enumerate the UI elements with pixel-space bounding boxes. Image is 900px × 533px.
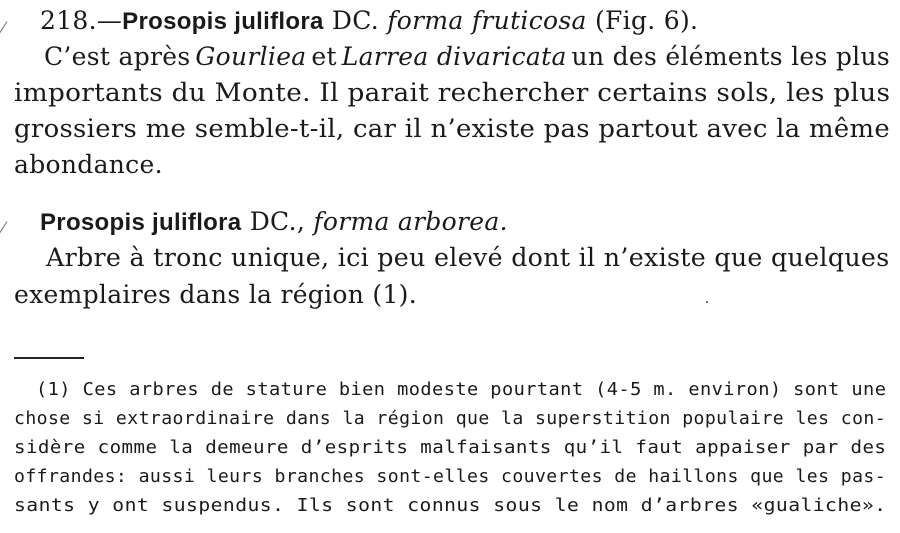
footnote-line: chose si extraordinaire dans la région que la superstition populaire les con- <box>14 409 887 429</box>
paragraph-line: exemplaires dans la région (1). <box>14 280 417 309</box>
footnote-line: offrandes: aussi leurs branches sont-elles couvertes de haillons que les pas- <box>14 467 887 487</box>
paragraph-line: abondance. <box>14 150 163 179</box>
footnote-line: sidère comme la demeure d’esprits malfaisants qu’il faut appaiser par des <box>14 438 887 458</box>
footnote-line: sants y ont suspendus. Ils sont connus sous le nom d’arbres «gualiche». <box>14 496 887 516</box>
form-name: forma arborea. <box>313 207 508 236</box>
ink-speck <box>706 301 708 303</box>
species-name-italic: Larrea divaricata <box>341 42 567 71</box>
entry-heading-arborea <box>40 207 508 238</box>
footnote-line: (1) Ces arbres de stature bien modeste pourtant (4-5 m. environ) sont une <box>36 380 887 400</box>
author-abbrev: DC., <box>249 207 306 236</box>
author-abbrev: DC. <box>331 6 379 35</box>
margin-tick-mark: ⁄ <box>2 218 5 237</box>
paragraph-line: C’est après Gourliea et Larrea divaricata un des éléments les plus <box>44 42 890 71</box>
species-name: Prosopis juliflora <box>40 209 242 236</box>
entry-heading-218 <box>40 6 698 37</box>
margin-tick-mark: ⁄ <box>2 18 5 37</box>
paragraph-line: grossiers me semble-t-il, car il n’existe pas partout avec la même <box>14 114 891 143</box>
footnote-rule <box>14 357 84 359</box>
entry-number: 218.— <box>40 6 123 35</box>
species-name: Prosopis juliflora <box>122 8 324 35</box>
paragraph-line: Arbre à tronc unique, ici peu elevé dont il n’existe que quelques <box>46 243 890 272</box>
paragraph-line: importants du Monte. Il parait rechercher certains sols, les plus <box>14 78 891 107</box>
genus-name: Gourliea <box>195 42 307 71</box>
form-name: forma fruticosa <box>387 6 587 35</box>
figure-reference: (Fig. 6). <box>594 6 699 35</box>
